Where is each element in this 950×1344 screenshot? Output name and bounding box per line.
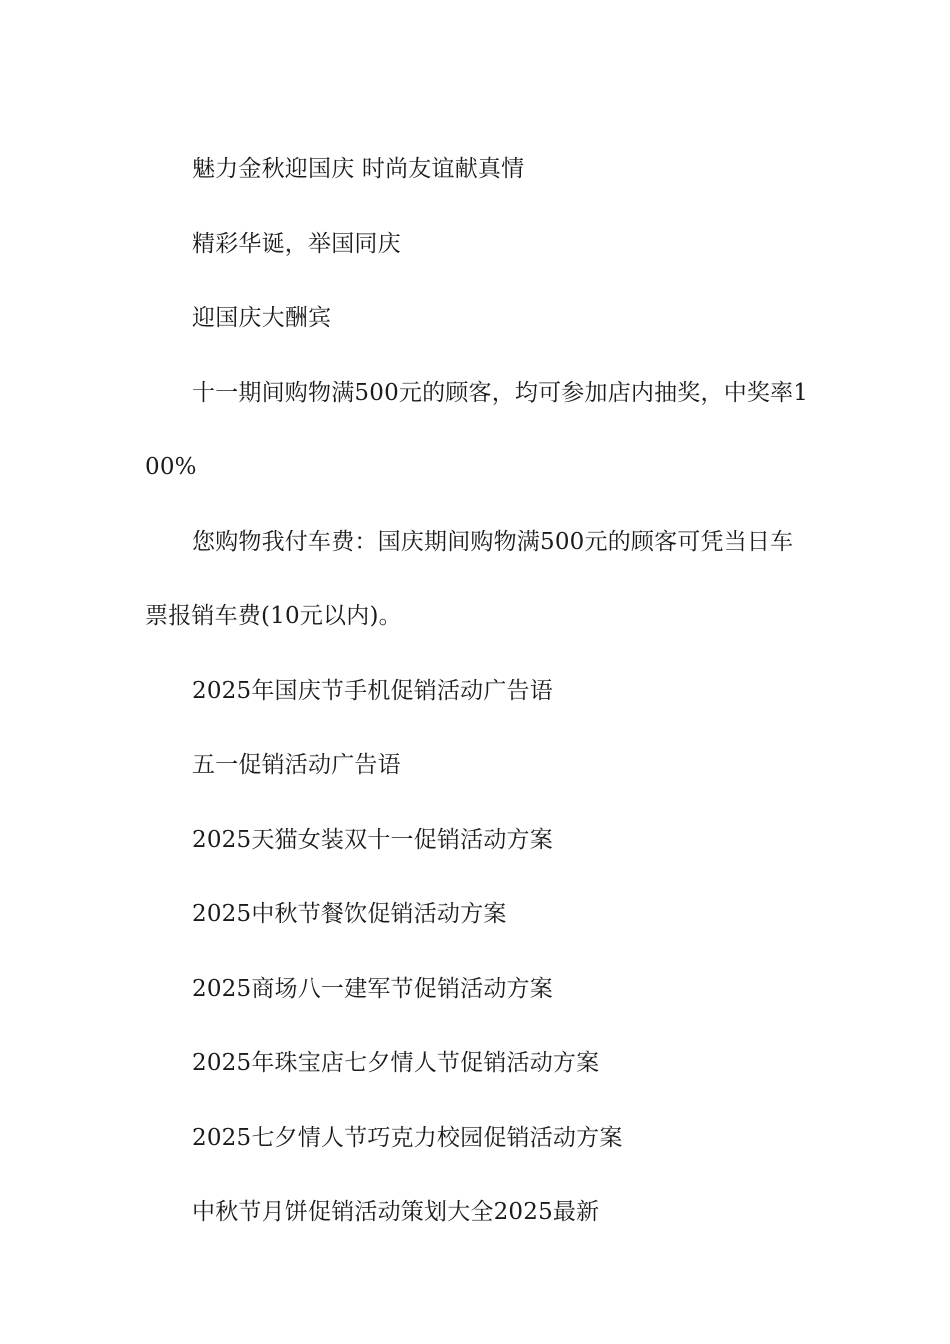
promotion-paragraph: 您购物我付车费：国庆期间购物满500元的顾客可凭当日车票报销车费(10元以内)。 xyxy=(145,528,794,629)
slogan-paragraph: 迎国庆大酬宾 xyxy=(192,305,332,331)
document-body xyxy=(145,132,810,1250)
slogan-paragraph: 魅力金秋迎国庆 时尚友谊献真情 xyxy=(192,156,525,182)
related-article-title: 2025天猫女装双十一促销活动方案 xyxy=(192,826,553,853)
related-article-title: 2025年国庆节手机促销活动广告语 xyxy=(192,677,553,704)
related-article-title: 中秋节月饼促销活动策划大全2025最新 xyxy=(192,1199,600,1225)
related-article-title: 2025七夕情人节巧克力校园促销活动方案 xyxy=(192,1124,623,1151)
related-article-title: 2025商场八一建军节促销活动方案 xyxy=(192,975,553,1002)
slogan-paragraph: 精彩华诞，举国同庆 xyxy=(192,230,401,257)
related-article-title: 五一促销活动广告语 xyxy=(192,752,401,778)
promotion-paragraph: 十一期间购物满500元的顾客，均可参加店内抽奖，中奖率100% xyxy=(145,379,809,480)
related-article-title: 2025年珠宝店七夕情人节促销活动方案 xyxy=(192,1050,600,1076)
related-article-title: 2025中秋节餐饮促销活动方案 xyxy=(192,901,507,927)
